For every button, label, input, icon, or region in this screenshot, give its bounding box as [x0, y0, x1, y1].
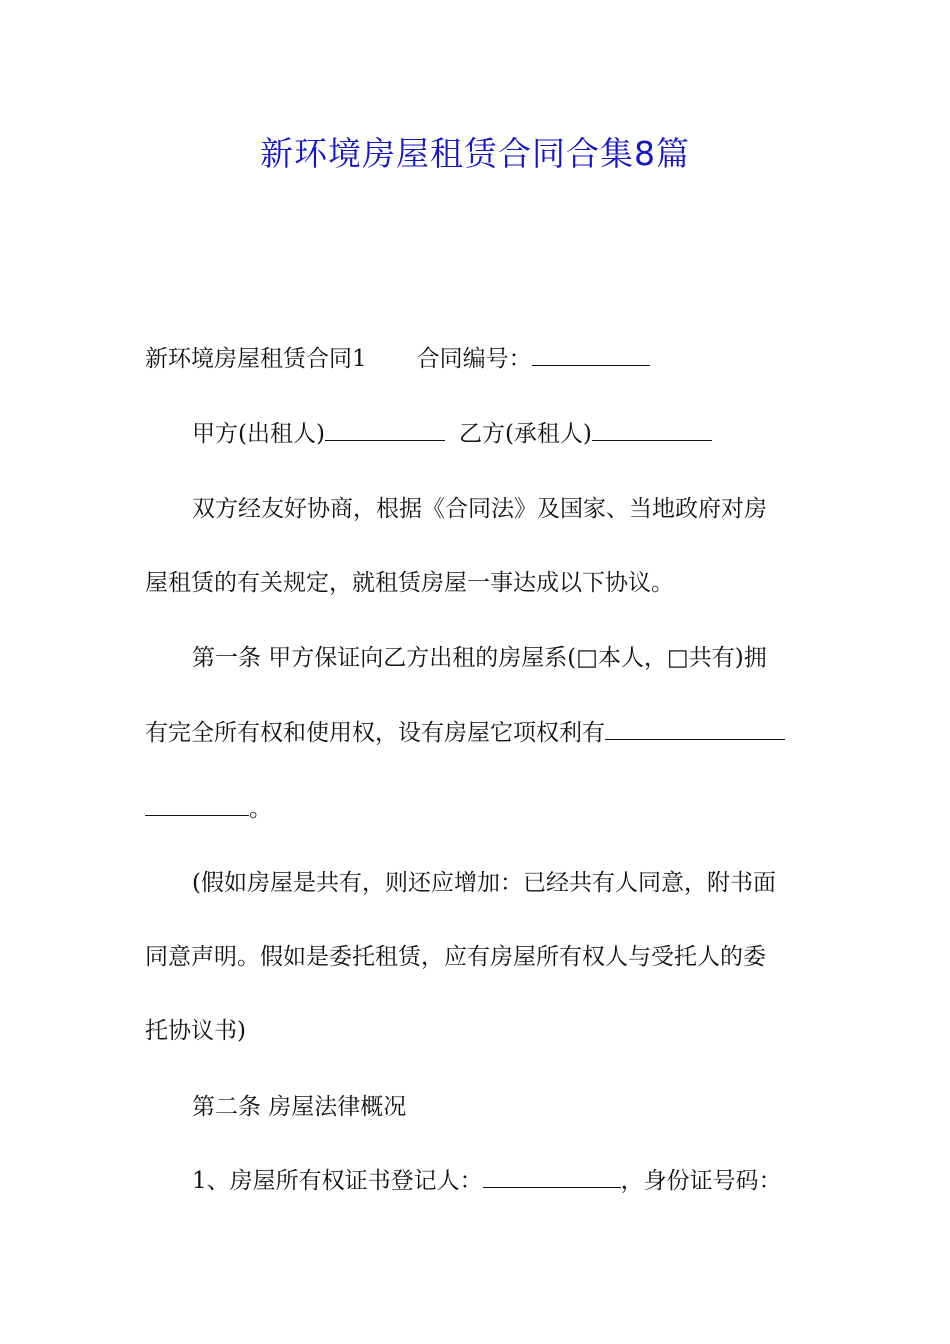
article2-line1: 第二条 房屋法律概况 [192, 1094, 407, 1120]
article1-line3-end: 。 [249, 796, 272, 822]
contract-heading: 新环境房屋租赁合同1 [145, 346, 367, 372]
contract-number-label: 合同编号： [416, 346, 532, 372]
para1-line1: 双方经友好协商，根据《合同法》及国家、当地政府对房 [192, 496, 767, 522]
para2-line1: (假如房屋是共有，则还应增加：已经共有人同意，附书面 [192, 870, 776, 896]
item1-line [192, 1166, 782, 1196]
id-number-label: ，身份证号码： [620, 1168, 782, 1194]
contract-heading-line [145, 344, 650, 374]
parties-line [192, 419, 712, 449]
party-a-label: 甲方(出租人) [192, 421, 325, 447]
para2-line3: 托协议书) [145, 1018, 246, 1044]
encumbrance-blank [605, 719, 785, 740]
article1-line3 [145, 794, 272, 824]
encumbrance-blank-cont [145, 795, 249, 816]
item1-label: 1、房屋所有权证书登记人： [192, 1168, 483, 1194]
para1-line2: 屋租赁的有关规定，就租赁房屋一事达成以下协议。 [145, 570, 674, 596]
party-b-blank [592, 420, 712, 441]
contract-number-blank [532, 345, 650, 366]
article1-line1: 第一条 甲方保证向乙方出租的房屋系(□本人，□共有)拥 [192, 645, 767, 671]
article1-line2-text: 有完全所有权和使用权，设有房屋它项权利有 [145, 720, 605, 746]
party-a-blank [325, 420, 445, 441]
document-title: 新环境房屋租赁合同合集8篇 [260, 134, 690, 173]
article1-line2 [145, 718, 785, 748]
party-b-label: 乙方(承租人) [458, 421, 592, 447]
owner-name-blank [483, 1167, 621, 1188]
para2-line2: 同意声明。假如是委托租赁，应有房屋所有权人与受托人的委 [145, 944, 766, 970]
